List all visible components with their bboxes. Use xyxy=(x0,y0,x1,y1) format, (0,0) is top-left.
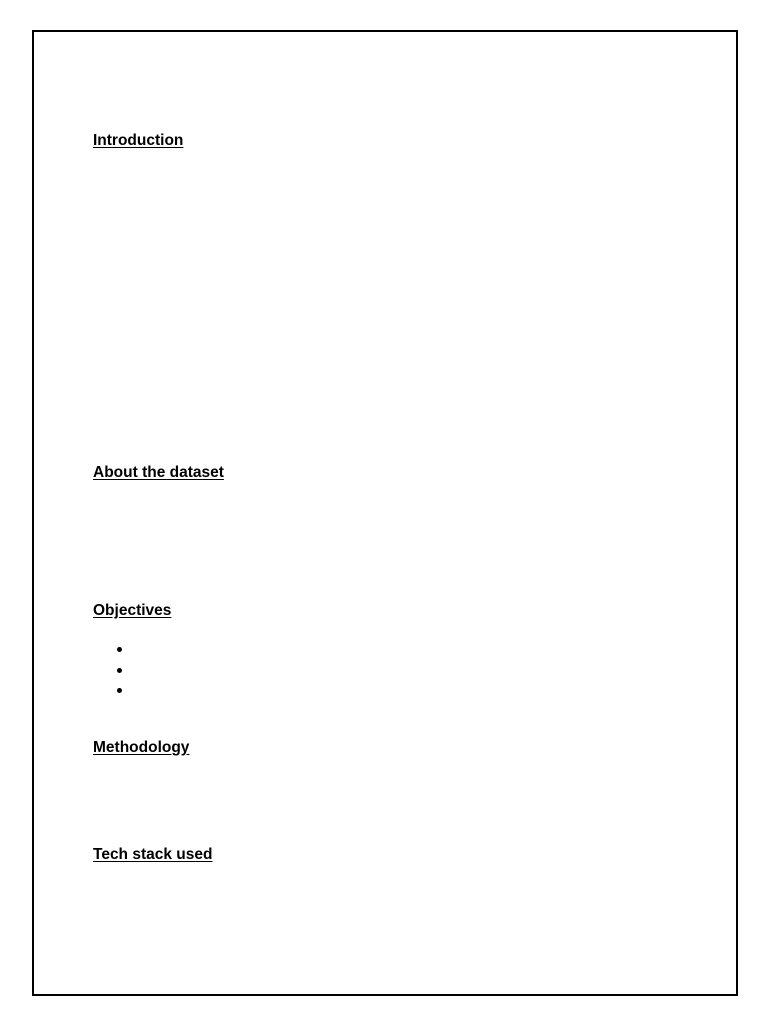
methodology-heading: Methodology xyxy=(93,739,190,756)
introduction-heading: Introduction xyxy=(93,132,184,149)
bullet-icon xyxy=(117,688,122,693)
bullet-icon xyxy=(117,647,122,652)
tech-stack-heading: Tech stack used xyxy=(93,846,213,863)
objectives-heading: Objectives xyxy=(93,602,172,619)
bullet-icon xyxy=(117,668,122,673)
about-dataset-heading: About the dataset xyxy=(93,464,224,481)
